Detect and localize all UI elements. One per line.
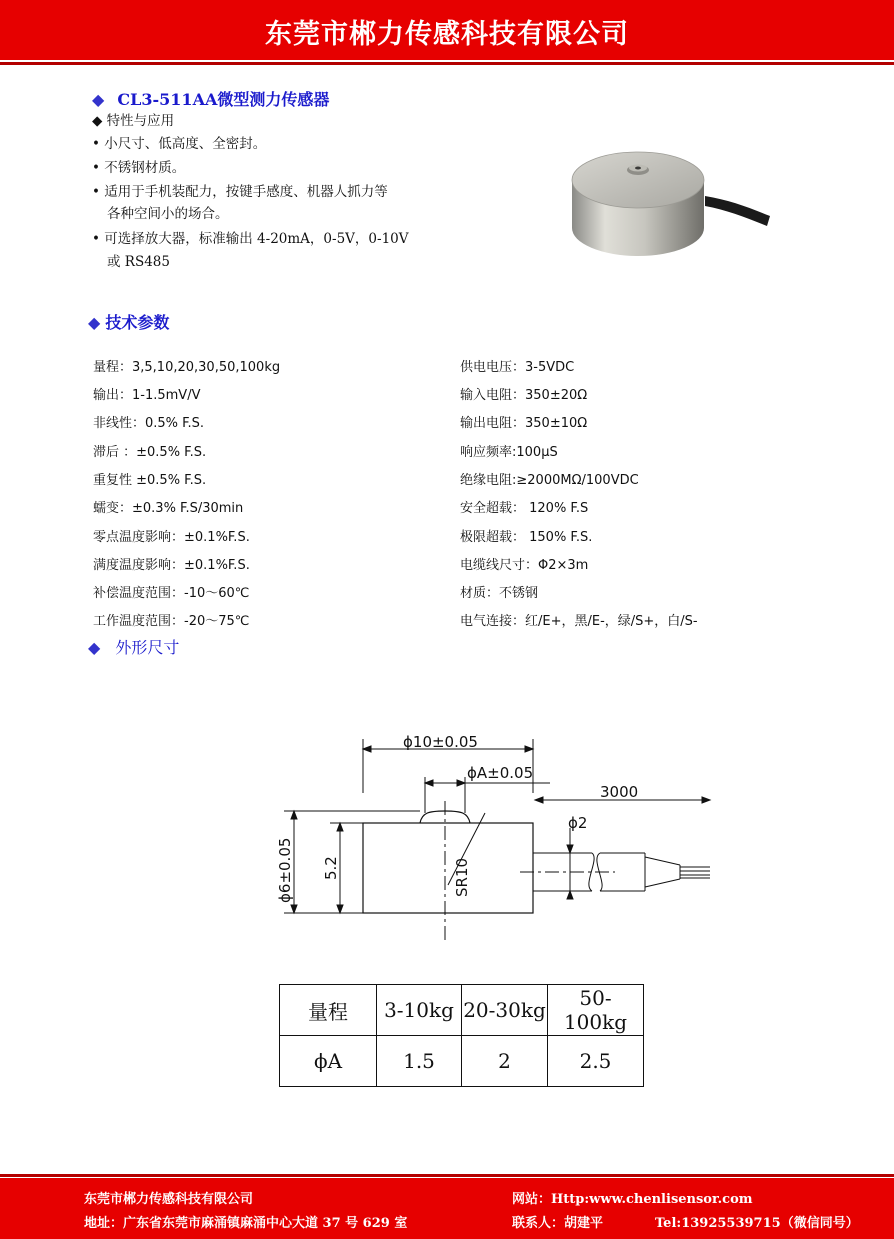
footer-divider xyxy=(0,1174,894,1177)
diamond-icon: ◆ xyxy=(88,638,101,657)
table-row xyxy=(280,1036,644,1087)
param-right: 材质：不锈钢 xyxy=(460,586,539,601)
param-left: 输出：1-1.5mV/V xyxy=(93,388,201,403)
label-radius: SR10 xyxy=(453,857,471,897)
table-cell: 50-100kg xyxy=(548,985,644,1036)
footer-tel: Tel:13925539715（微信同号） xyxy=(655,1216,859,1231)
param-right: 电气连接：红/E+，黑/E-，绿/S+，白/S- xyxy=(460,614,698,629)
feature-item-cont: 或 RS485 xyxy=(107,254,170,270)
features-heading: ◆ 特性与应用 xyxy=(92,113,175,129)
footer-bar xyxy=(0,1178,894,1239)
param-left: 零点温度影响：±0.1%F.S. xyxy=(93,530,250,545)
param-left: 工作温度范围：-20～75℃ xyxy=(93,614,250,629)
diamond-icon: ◆ xyxy=(88,313,101,332)
footer-company: 东莞市郴力传感科技有限公司 xyxy=(84,1192,254,1207)
label-height-total: ϕ6±0.05 xyxy=(276,837,294,903)
param-right: 输出电阻：350±10Ω xyxy=(460,416,588,431)
param-right: 供电电压：3-5VDC xyxy=(460,360,575,375)
param-right: 电缆线尺寸：Φ2×3m xyxy=(460,558,589,573)
dims-heading xyxy=(88,635,179,658)
table-cell: 2.5 xyxy=(548,1036,644,1087)
product-photo xyxy=(565,138,780,268)
company-title: 东莞市郴力传感科技有限公司 xyxy=(265,19,629,50)
param-right: 极限超载： 150% F.S. xyxy=(460,530,593,545)
product-title: CL3-511AA微型测力传感器 xyxy=(117,90,330,109)
table-cell: 20-30kg xyxy=(462,985,548,1036)
label-a-dia: ϕA±0.05 xyxy=(467,764,534,782)
table-cell: 2 xyxy=(462,1036,548,1087)
feature-item-cont: 各种空间小的场合。 xyxy=(107,206,229,222)
param-right: 绝缘电阻:≥2000MΩ/100VDC xyxy=(460,473,639,488)
param-right: 安全超载： 120% F.S xyxy=(460,501,589,516)
tech-title: 技术参数 xyxy=(105,313,170,332)
spec-table xyxy=(279,984,644,1087)
footer-website[interactable]: 网站：Http:www.chenlisensor.com xyxy=(512,1192,753,1207)
param-left: 非线性：0.5% F.S. xyxy=(93,416,205,431)
param-left: 补偿温度范围：-10～60℃ xyxy=(93,586,250,601)
table-cell: 3-10kg xyxy=(377,985,462,1036)
feature-item: • 小尺寸、低高度、全密封。 xyxy=(92,136,267,152)
technical-drawing xyxy=(270,725,730,955)
param-left: 滞后 ：±0.5% F.S. xyxy=(93,445,207,460)
table-row xyxy=(280,985,644,1036)
feature-item: • 适用于手机装配力，按键手感度、机器人抓力等 xyxy=(92,184,388,200)
table-cell: ϕA xyxy=(280,1036,377,1087)
param-left: 蠕变：±0.3% F.S/30min xyxy=(93,501,244,516)
param-left: 量程：3,5,10,20,30,50,100kg xyxy=(93,360,281,375)
diamond-icon: ◆ xyxy=(92,90,105,109)
product-heading xyxy=(92,87,329,110)
param-left: 重复性 ±0.5% F.S. xyxy=(93,473,207,488)
label-cable-dia: ϕ2 xyxy=(568,814,588,832)
param-right: 响应频率:100μS xyxy=(460,445,558,460)
dims-title: 外形尺寸 xyxy=(115,638,180,657)
param-left: 满度温度影响：±0.1%F.S. xyxy=(93,558,250,573)
label-cable-len: 3000 xyxy=(600,783,639,801)
param-right: 输入电阻：350±20Ω xyxy=(460,388,588,403)
feature-item: • 可选择放大器，标准输出 4-20mA，0-5V，0-10V xyxy=(92,231,409,247)
header-divider-dark xyxy=(0,62,894,65)
feature-item: • 不锈钢材质。 xyxy=(92,160,186,176)
label-height-body: 5.2 xyxy=(322,856,340,880)
label-outer-dia: ϕ10±0.05 xyxy=(403,733,478,751)
footer-contact: 联系人：胡建平 xyxy=(512,1216,604,1231)
header-bar xyxy=(0,0,894,64)
table-cell: 量程 xyxy=(280,985,377,1036)
table-cell: 1.5 xyxy=(377,1036,462,1087)
footer-address: 地址：广东省东莞市麻涌镇麻涌中心大道 37 号 629 室 xyxy=(84,1216,408,1231)
tech-heading xyxy=(88,310,169,333)
